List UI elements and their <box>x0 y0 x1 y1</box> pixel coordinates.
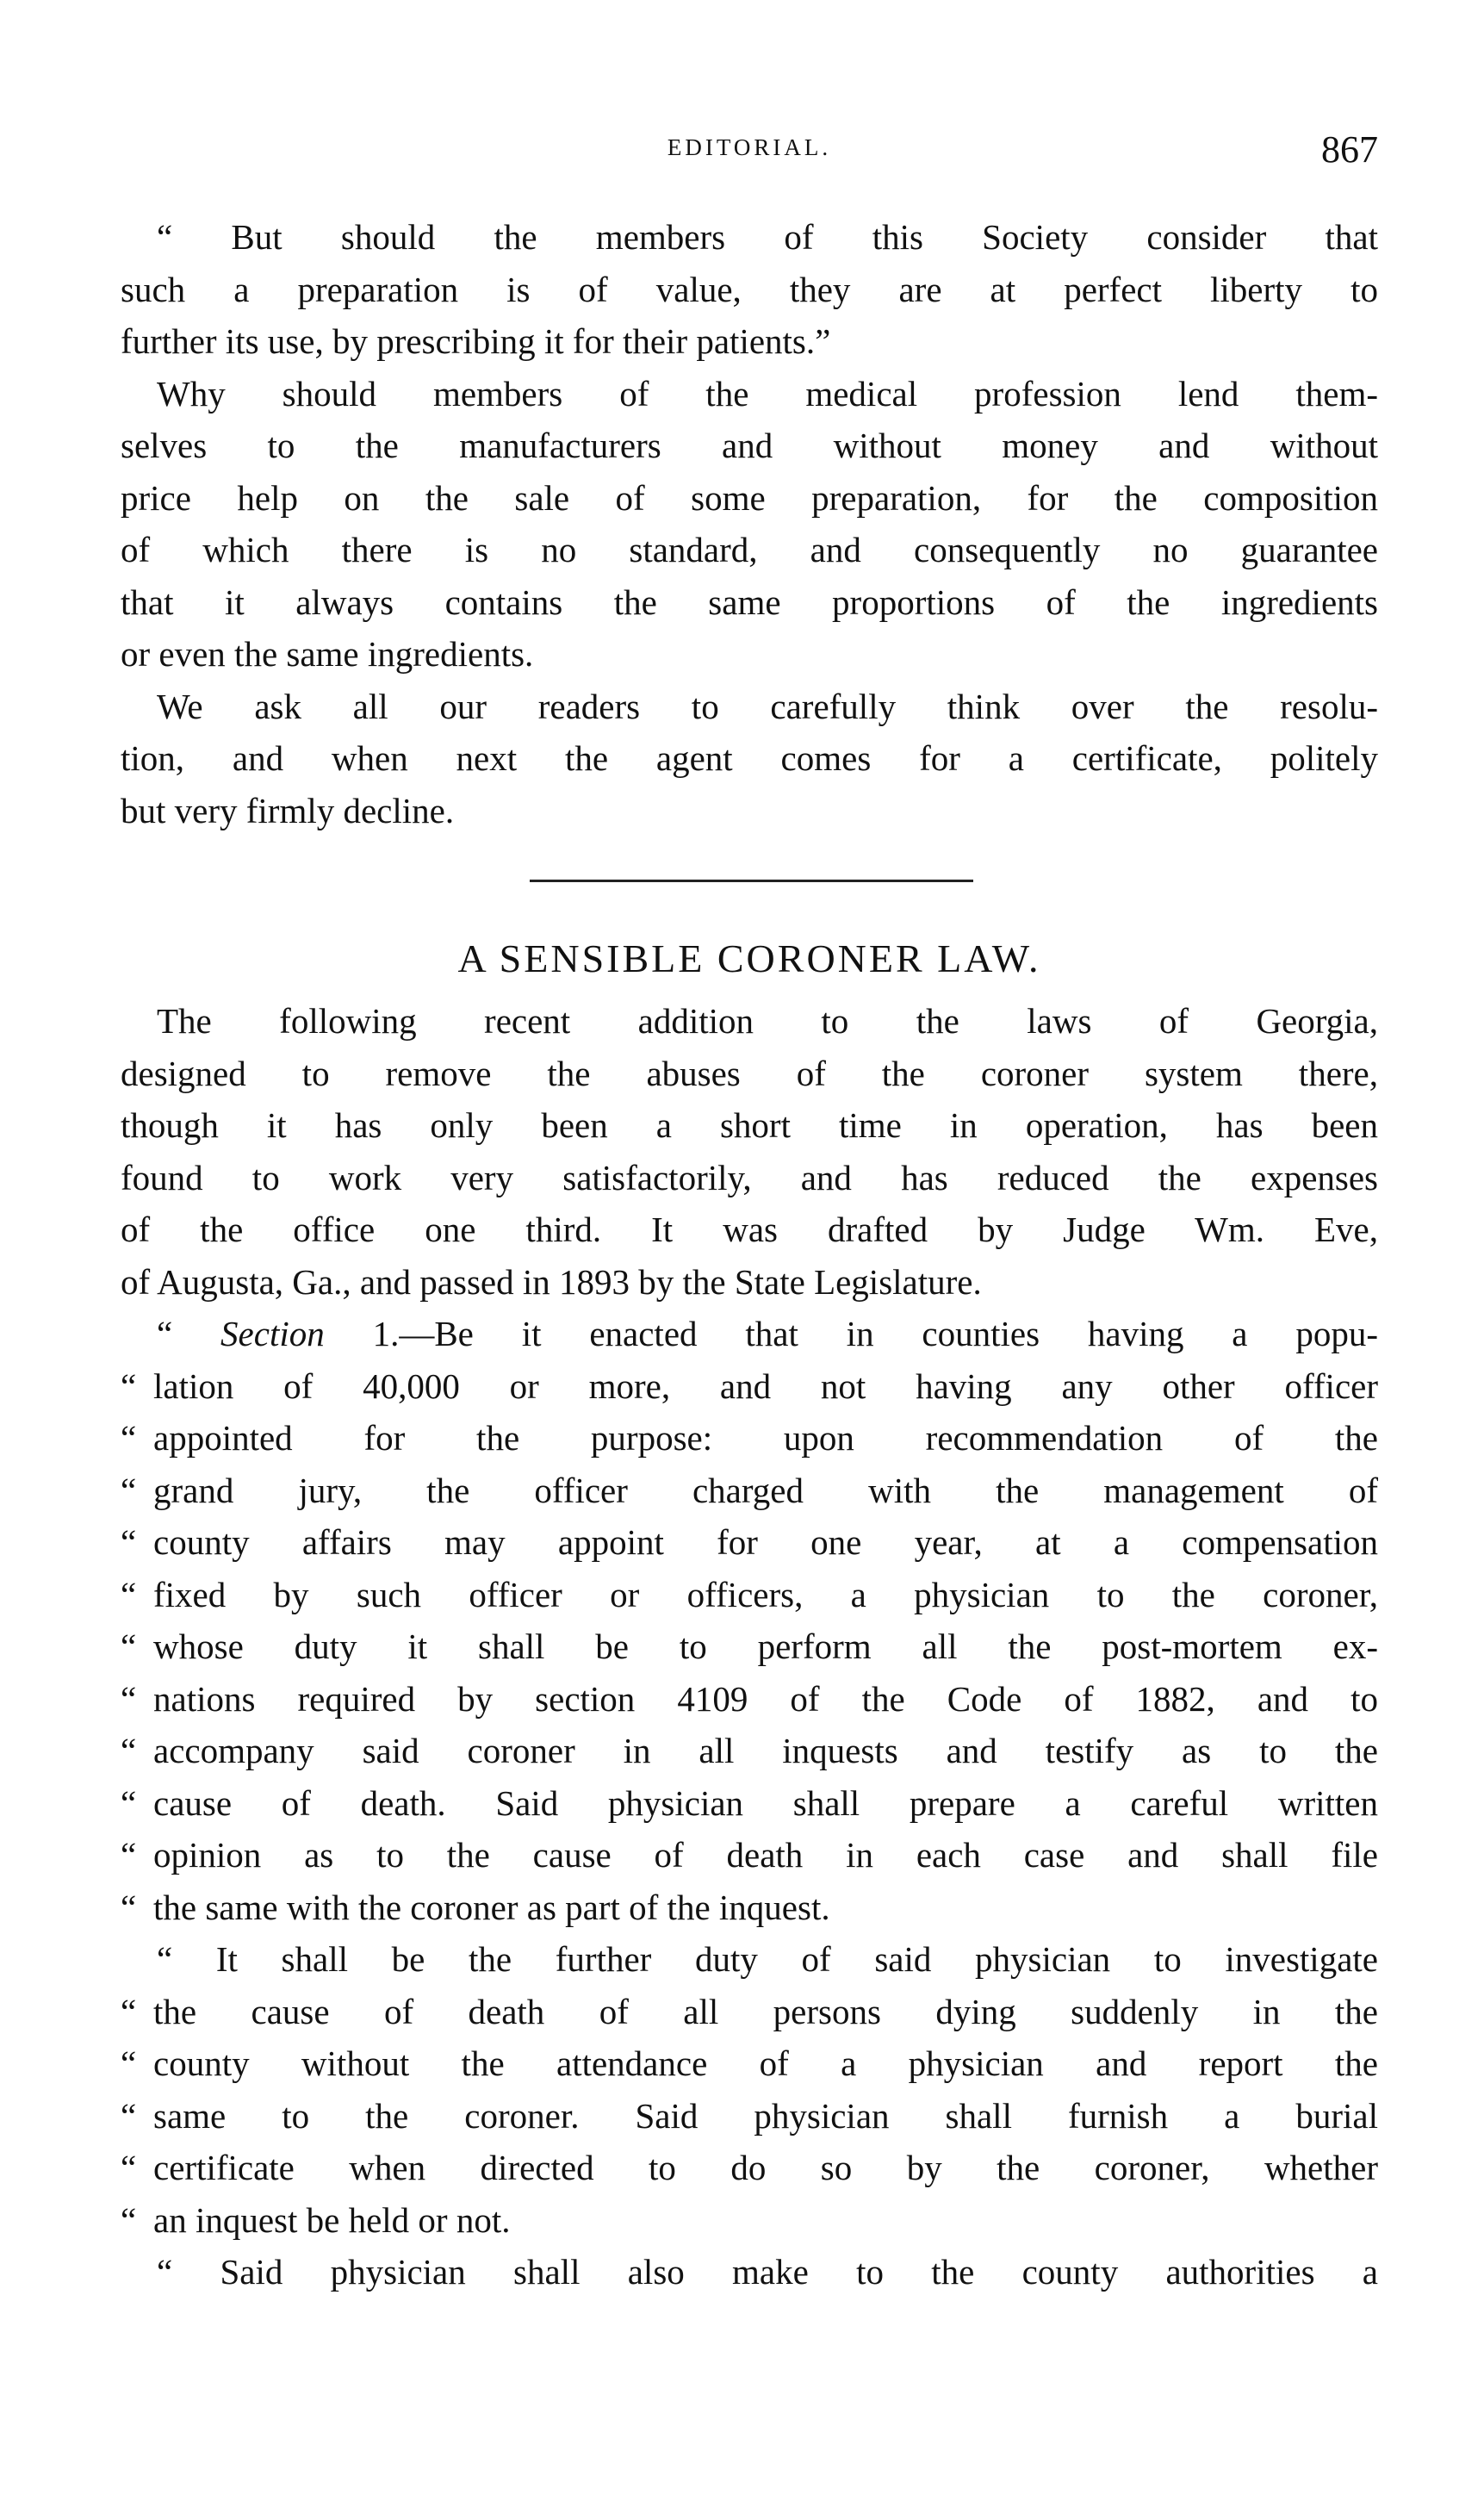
text-line: found to work very satisfactorily, and has reduced the expenses <box>121 1157 1378 1197</box>
text-run: same to the coroner. Said physician shall furnish a burial <box>153 2095 1378 2136</box>
text-line: though it has only been a short time in operation, has been <box>121 1105 1378 1145</box>
quote-mark: “ <box>121 1782 137 1823</box>
text-run: fixed by such officer or officers, a physician to the coroner, <box>153 1574 1378 1614</box>
text-line: but very firmly decline. <box>121 790 455 830</box>
text-line <box>121 1412 1378 1465</box>
text-line: tion, and when next the agent comes for a certificate, politely <box>121 738 1378 778</box>
text-line: Why should members of the medical profession lend them- <box>157 373 1378 414</box>
quote-mark: “ <box>121 1522 137 1562</box>
quote-mark: “ <box>121 1678 137 1719</box>
text-run: an inquest be held or not. <box>153 2199 511 2240</box>
quote-mark: “ <box>121 1626 137 1666</box>
section-divider <box>121 837 1378 888</box>
text-line <box>121 1829 1378 1881</box>
text-run: appointed for the purpose: upon recommendation of the <box>153 1418 1378 1458</box>
horizontal-rule <box>530 880 973 882</box>
text-line <box>121 1308 1378 1360</box>
quote-mark: “ <box>121 1731 137 1770</box>
paragraph-county-authorities <box>121 2246 1378 2298</box>
text-run: certificate when directed to do so by the coroner, whether <box>153 2148 1378 2187</box>
quote-mark: “ <box>121 2148 137 2187</box>
text-line: The following recent addition to the laws of Georgia, <box>157 1001 1378 1041</box>
quote-mark: “ <box>121 1835 137 1875</box>
quote-mark: “ <box>121 2043 137 2083</box>
text-run: grand jury, the officer charged with the management of <box>153 1470 1378 1510</box>
text-line <box>121 1569 1378 1621</box>
text-line: “ It shall be the further duty of said physician to investigate <box>157 1939 1378 1979</box>
quote-mark: “ <box>121 1470 137 1510</box>
text-line <box>121 1465 1378 1517</box>
text-line: of which there is no standard, and consequently no guarantee <box>121 530 1378 569</box>
quote-mark: “ <box>121 1365 137 1406</box>
section-label: Section <box>220 1314 325 1353</box>
text-line: or even the same ingredients. <box>121 634 534 674</box>
open-quote: “ <box>157 1314 173 1353</box>
text-run: the cause of death of all persons dying suddenly in the <box>153 1991 1378 2031</box>
quote-mark: “ <box>121 1887 137 1927</box>
text-run: cause of death. Said physician shall prepare a careful written <box>153 1782 1378 1823</box>
text-run: opinion as to the cause of death in each case and shall file <box>153 1835 1378 1875</box>
quote-mark: “ <box>121 1574 137 1614</box>
page-header <box>121 128 1378 179</box>
paragraph-quote-society <box>121 211 1378 368</box>
text-line: of the office one third. It was drafted by Judge Wm. Eve, <box>121 1210 1378 1249</box>
text-run: the same with the coroner as part of the inquest. <box>153 1887 830 1927</box>
text-run: whose duty it shall be to perform all the post-mortem ex- <box>153 1626 1378 1666</box>
section-title: A SENSIBLE CORONER LAW. <box>457 936 1041 980</box>
quote-mark: “ <box>121 1991 137 2031</box>
text-line <box>121 1516 1378 1569</box>
text-line <box>121 1986 1378 2038</box>
text-line <box>121 2037 1378 2090</box>
text-line: of Augusta, Ga., and passed in 1893 by the State Legislature. <box>121 1261 982 1302</box>
text-run: 1.—Be it enacted that in counties having a popu- <box>324 1314 1379 1353</box>
quote-mark: “ <box>121 2199 137 2240</box>
text-line <box>121 1777 1378 1830</box>
text-line: “ Said physician shall also make to the county authorities a <box>157 2252 1378 2292</box>
text-line <box>121 1620 1378 1673</box>
text-line: that it always contains the same proportions of the ingredients <box>121 582 1378 622</box>
text-run: lation of 40,000 or more, and not having any other officer <box>153 1365 1378 1406</box>
paragraph-we-ask <box>121 681 1378 837</box>
text-run: accompany said coroner in all inquests and testify as to the <box>153 1731 1378 1770</box>
text-line <box>121 2142 1378 2194</box>
text-line: designed to remove the abuses of the coroner system there, <box>121 1053 1378 1093</box>
text-line: “ But should the members of this Society consider that <box>157 217 1378 257</box>
text-run: nations required by section 4109 of the Code of 1882, and to <box>153 1678 1378 1719</box>
text-line: further its use, by prescribing it for their patients.” <box>121 321 831 361</box>
text-run: county without the attendance of a physician and report the <box>153 2043 1378 2083</box>
text-run: county affairs may appoint for one year, at a compensation <box>153 1522 1378 1562</box>
paragraph-section-1 <box>121 1308 1378 1933</box>
quote-mark: “ <box>121 1418 137 1458</box>
text-line: price help on the sale of some preparation, for the composition <box>121 477 1378 518</box>
text-line <box>121 2194 1378 2247</box>
quote-mark: “ <box>121 2095 137 2136</box>
running-head: EDITORIAL. <box>667 134 832 160</box>
text-line: We ask all our readers to carefully think over the resolu- <box>157 686 1378 726</box>
paragraph-following-addition <box>121 995 1378 1308</box>
text-line <box>121 1881 1378 1934</box>
text-line: such a preparation is of value, they are at perfect liberty to <box>121 269 1378 309</box>
text-line: selves to the manufacturers and without money and without <box>121 426 1378 465</box>
text-line <box>121 1360 1378 1413</box>
paragraph-why-should-members <box>121 368 1378 681</box>
text-line <box>121 2090 1378 2143</box>
text-line <box>121 1725 1378 1777</box>
body-text <box>121 211 1378 2298</box>
page-number: 867 <box>1321 128 1378 171</box>
paragraph-further-duty <box>121 1933 1378 2246</box>
text-line <box>121 1673 1378 1726</box>
